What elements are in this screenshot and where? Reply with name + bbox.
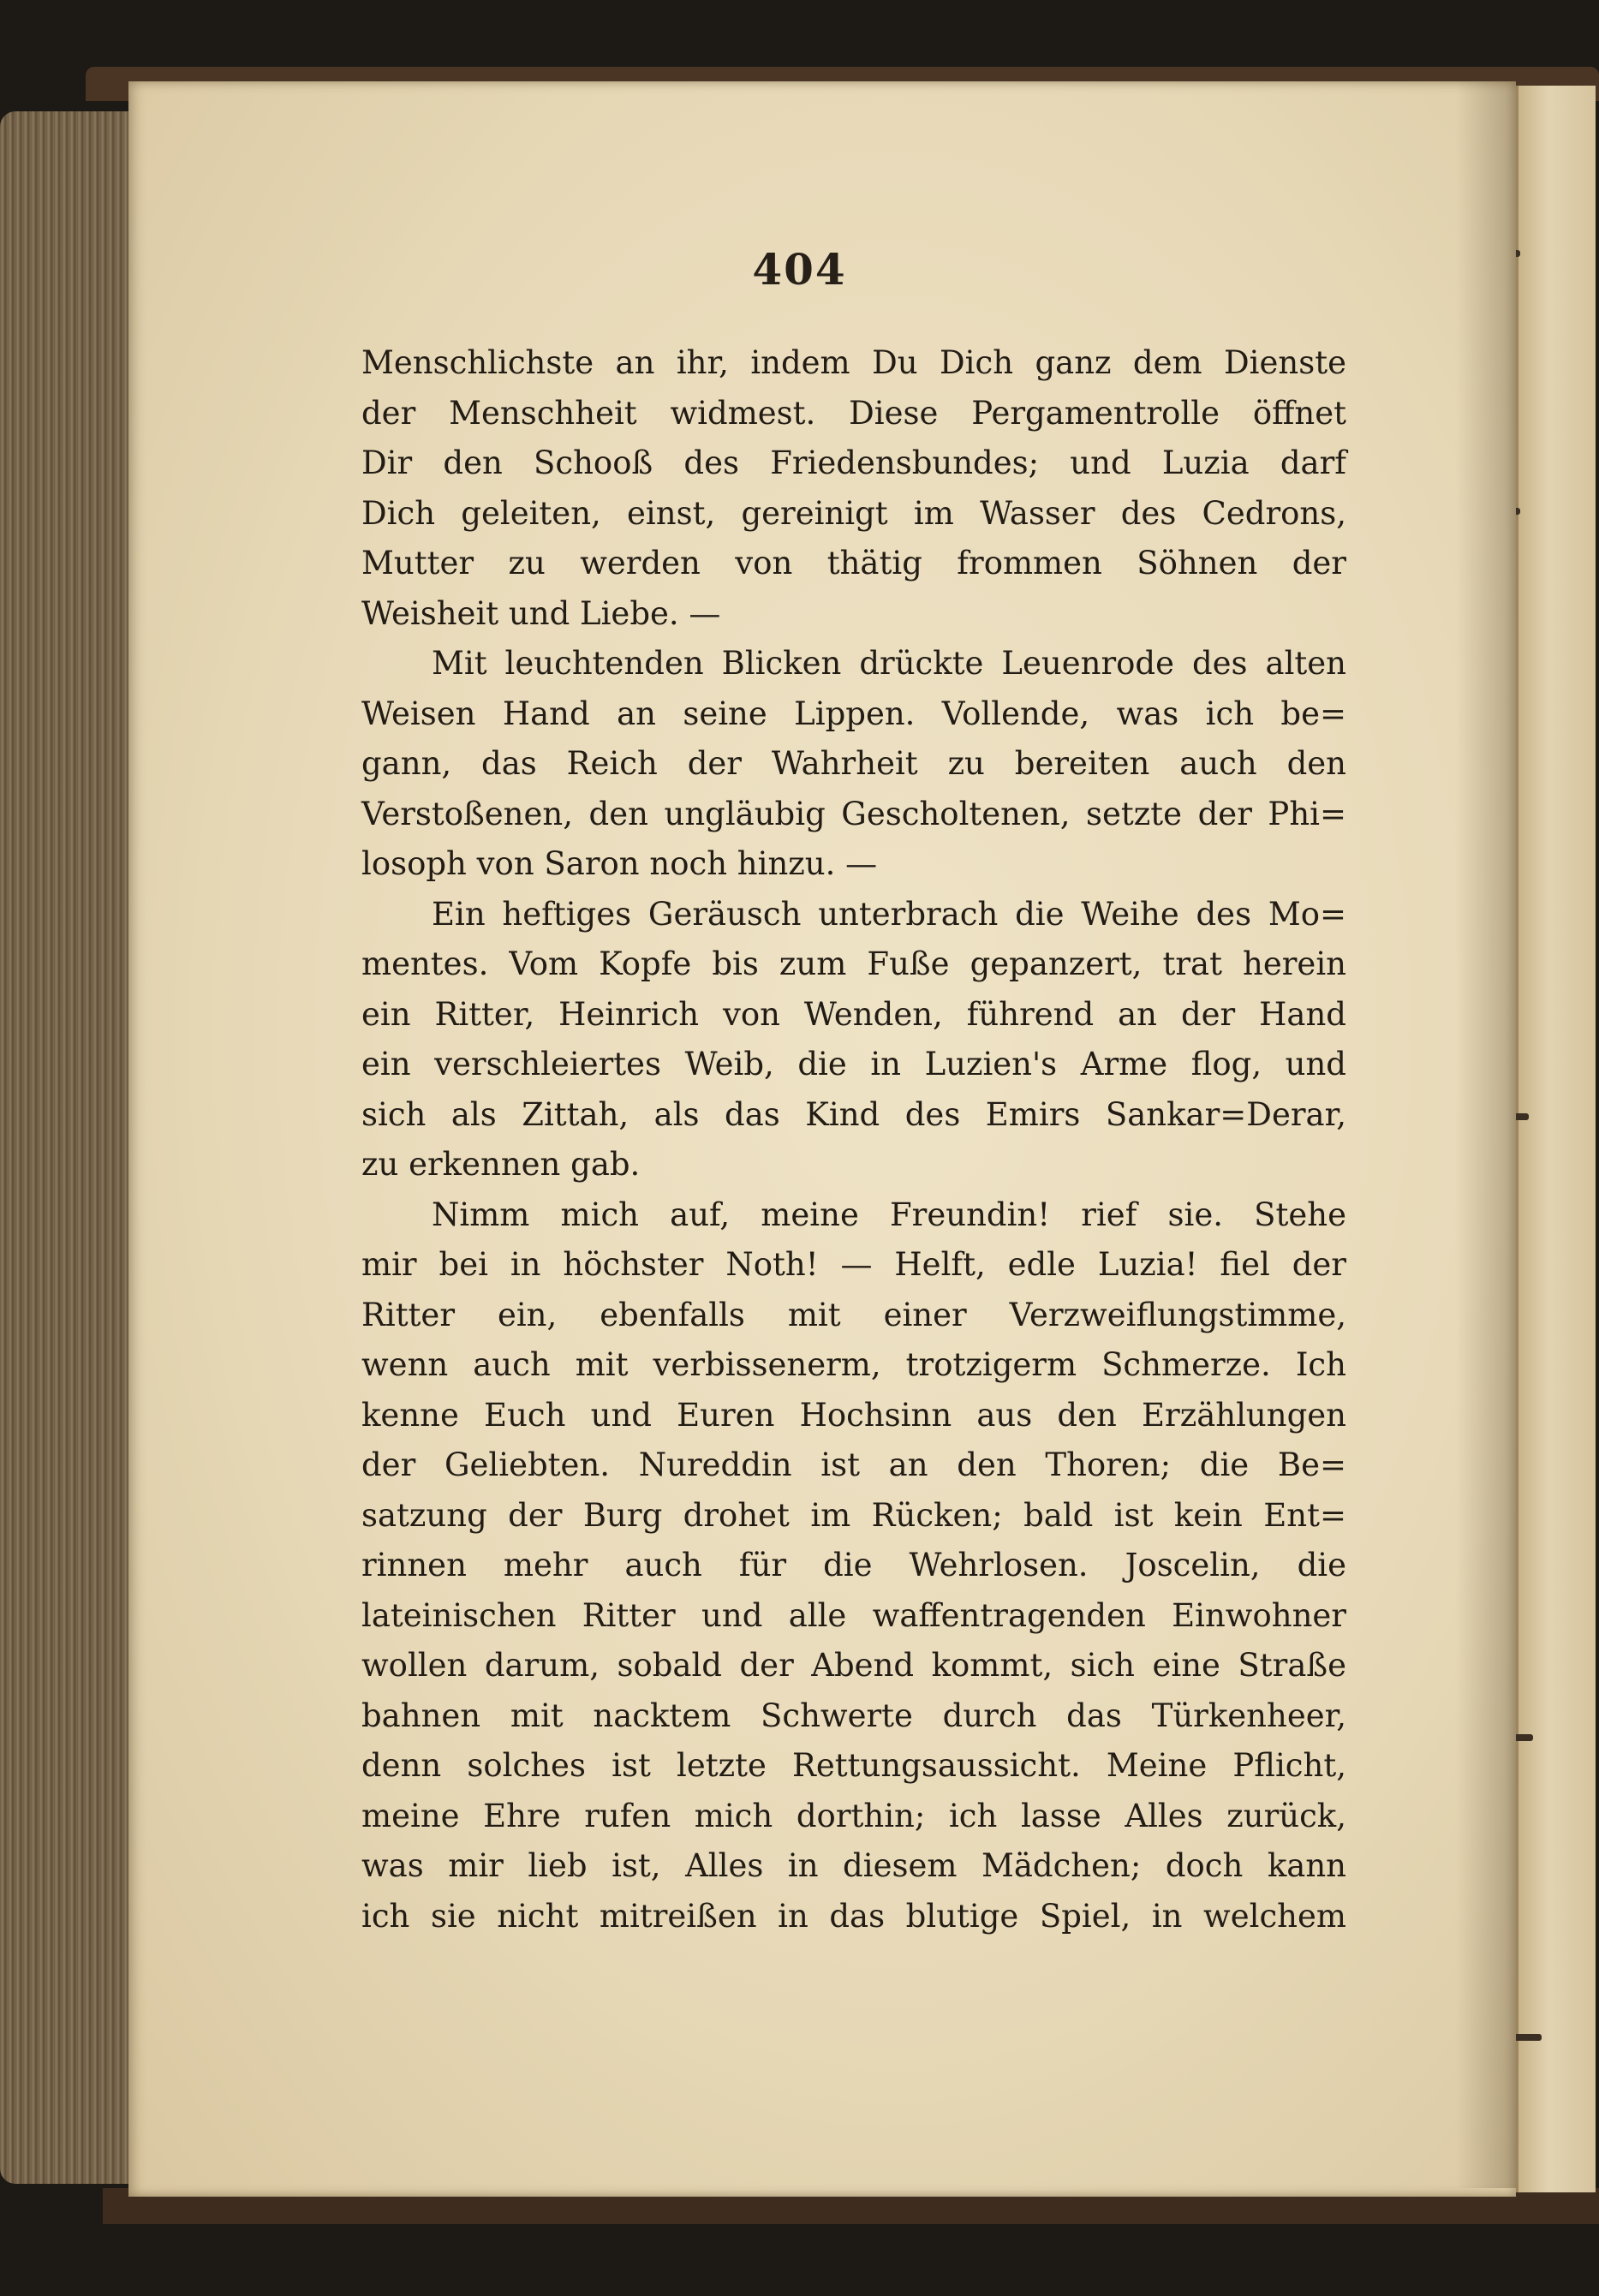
text-line: zu erkennen gab. — [361, 1146, 641, 1183]
text-line: Dir den Schooß des Friedensbundes; und Luzia darf — [361, 444, 1346, 481]
text-line: mir bei in höchster Noth! — Helft, edle Luzia! fiel der — [361, 1246, 1346, 1283]
text-line: Mit leuchtenden Blicken drückte Leuenrode des alten — [432, 645, 1346, 682]
facing-page-edge — [1516, 86, 1596, 2192]
text-line: losoph von Saron noch hinzu. — — [361, 845, 878, 882]
text-line: wollen darum, sobald der Abend kommt, sich eine Straße — [361, 1647, 1346, 1684]
gutter-shadow — [1456, 81, 1516, 2188]
text-line: denn solches ist letzte Rettungsaussicht. Meine Pflicht, — [361, 1747, 1346, 1784]
text-line: der Geliebten. Nureddin ist an den Thoren; die Be= — [361, 1446, 1346, 1483]
text-line: Menschlichste an ihr, indem Du Dich ganz dem Dienste — [361, 344, 1346, 381]
text-line: satzung der Burg drohet im Rücken; bald ist kein Ent= — [361, 1496, 1346, 1534]
text-line: ich sie nicht mitreißen in das blutige Spiel, in welchem — [361, 1897, 1346, 1935]
text-line: Mutter zu werden von thätig frommen Söhnen der — [361, 545, 1346, 581]
text-line: Nimm mich auf, meine Freundin! rief sie. Stehe — [432, 1196, 1346, 1233]
page-body-text — [361, 338, 1346, 1941]
page-number: 404 — [752, 244, 847, 295]
text-line: sich als Zittah, als das Kind des Emirs Sankar=Derar, — [361, 1095, 1346, 1133]
text-line: ein verschleiertes Weib, die in Luzien's Arme flog, und — [361, 1046, 1346, 1082]
page-stack-edge — [0, 111, 137, 2184]
text-line: bahnen mit nacktem Schwerte durch das Türkenheer, — [361, 1697, 1346, 1734]
text-line: Ein heftiges Geräusch unterbrach die Weihe des Mo= — [432, 895, 1346, 933]
text-line: der Menschheit widmest. Diese Pergamentrolle öffnet — [361, 394, 1346, 432]
text-line: Ritter ein, ebenfalls mit einer Verzweiflungstimme, — [361, 1296, 1346, 1333]
text-line: gann, das Reich der Wahrheit zu bereiten auch den — [361, 745, 1346, 782]
text-line: meine Ehre rufen mich dorthin; ich lasse Alles zurück, — [361, 1797, 1346, 1834]
text-line: Verstoßenen, den ungläubig Gescholtenen, setzte der Phi= — [361, 795, 1346, 832]
text-line: ein Ritter, Heinrich von Wenden, führend an der Hand — [361, 995, 1346, 1033]
text-line: Weisheit und Liebe. — — [361, 594, 721, 632]
text-line: Dich geleiten, einst, gereinigt im Wasser des Cedrons, — [361, 494, 1346, 532]
text-line: mentes. Vom Kopfe bis zum Fuße gepanzert, trat herein — [361, 945, 1346, 982]
text-line: wenn auch mit verbissenerm, trotzigerm Schmerze. Ich — [361, 1346, 1346, 1383]
text-line: Weisen Hand an seine Lippen. Vollende, was ich be= — [361, 695, 1346, 732]
text-line: lateinischen Ritter und alle waffentragenden Einwohner — [361, 1596, 1346, 1634]
text-line: was mir lieb ist, Alles in diesem Mädchen; doch kann — [361, 1847, 1346, 1884]
text-line: rinnen mehr auch für die Wehrlosen. Joscelin, die — [361, 1547, 1346, 1583]
text-line: kenne Euch und Euren Hochsinn aus den Erzählungen — [361, 1396, 1346, 1434]
